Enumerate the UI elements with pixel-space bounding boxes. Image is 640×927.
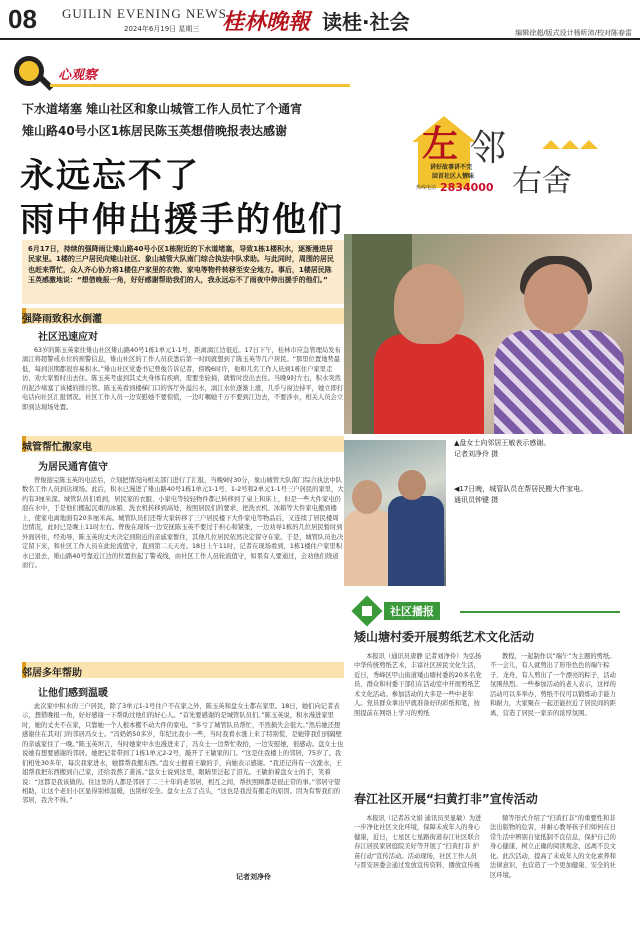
subhead-2: 雉山路40号小区1栋居民陈玉英想借晚报表达感谢	[22, 124, 288, 138]
photo-moving-appliances	[344, 440, 446, 586]
paper-name-en: GUILIN EVENING NEWS	[62, 6, 227, 21]
lead-paragraph: 6月17日，持续的强降雨让雉山路40号小区1栋附近的下水道堵塞，导致1栋1楼积水，逐渐漫进居民家里。1楼的三户居民向雉山社区、象山城管大队南门综合执法中队求助。与此同时，周围的居民也赶来帮忙，众人齐心协力将1楼住户家里的衣物、家电等物件转移至安全地方。事后，1楼居民陈玉英感激地说：“想借晚报一角，好好感谢帮助我们的人，我永远忘不了雨夜中伸出援手的他们。”	[22, 240, 344, 304]
paper-logo: 桂林晚報	[222, 9, 311, 35]
magnifier-handle	[38, 75, 54, 91]
logo-char-right: 右舍	[512, 164, 572, 199]
subhead-1: 下水道堵塞 雉山社区和象山城管工作人员忙了个通宵	[22, 102, 303, 116]
date-line: 2024年6月19日 星期三	[124, 25, 200, 33]
community-article-1-col-1: 本报讯（通讯员唐静 记者刘净伶）为弘扬中华传统剪纸艺术，丰富社区居民文化生活，近日，秀峰区甲山街道矮山塘村委的20多名党员、群众和村委干部们在活动室中开展剪纸艺术文化活动。参加活动的大多是一些中老年人。党员群众拿出早就准备好的彩纸和笔，按照提前在网络上学习的剪纸	[354, 653, 482, 717]
column-divider	[50, 84, 350, 87]
hotline-number: 2834000	[440, 181, 494, 194]
community-article-1-title: 矮山塘村委开展剪纸艺术文化活动	[354, 630, 535, 644]
section-title: 读桂·社会	[322, 10, 410, 34]
community-article-2-col-1: 本报讯（记者苏文娟 通讯员吴显敏）为进一步净化社区文化环境，保障未成年人的身心健康，近日，七星区七星路街道春江社区联合春江居民家居庭院美好等开展了“扫黄打非 护苗行动”宣传活动。活动现场，社区工作人员与晋安居委会通过发放宣传资料、播放宣传视	[354, 815, 482, 870]
section-1-title: 强降雨致积水倒灌	[22, 314, 102, 325]
section-3-subtitle: 让他们感到温暖	[38, 688, 108, 699]
community-news-header	[354, 596, 620, 626]
section-1-body: 63岁的陈玉英家住雉山社区雉山路40号1栋1单元1-1号，距离漓江边很近。17日下午，桂林市应急管理局发布漓江将超警戒水位的预警信息，雉山社区的工作人员获悉后第一时间就想到了陈玉英等几户居民。“那里位置地势最低，每到汛期都很容易积水。”雉山社区党委书记曾俊告诉记者，傍晚6时许，他和几名工作人员到1栋住户家里走访，劝大家暂时出去住。陈玉英考虑到其丈夫身体有疾病，需要坐轮椅，就暂时没出去住。当晚9时左右，积水突然的泥沙堵塞了该楼的排污管。陈玉英看到楼梯门口的客厅外溢污水，漓江水位逐渐上涨，几乎与窗边持平，她立即打电话向社区汇报情况。社区工作人员一边安慰她不要惊慌，一边叮嘱她千万不要到江边去，不要涉水，相关人员会立即到达现场处置。	[22, 347, 344, 411]
editor-credits: 编辑徐超/版式设计杨昕沛/校对陈春雷	[515, 29, 632, 37]
roof-decoration-icon	[542, 134, 602, 154]
page-header	[0, 0, 640, 40]
section-3-body: 此次家中积水的三户居民，除了3单元1-1号住户不在家之外，陈玉英和盘女士都在家里。18日，她们向记者表示，想借晚报一角，好好感谢一下帮助过他们的好心人。“首先要感谢的是城管队员们。”陈玉英说，积水漫进家里时，她的丈夫不在家，只靠她一个人根本搬不动大件的家电。“多亏了城管队员帮忙，不然损失会很大。”然后她还想感谢住在其对门的邻居冯女士。“冯奶奶50多岁，年纪比我小一些，当时我看水涨上来了特别慌，是她带我们到隔壁的亲戚家住了一晚。”陈玉英坦言，当时她家中水也漫进来了，冯女士一边帮忙收拾，一边安慰她，很感动。盘女士也说她有想要感谢的邻居。她把记者带到了1栋1单元2-2号，敲开了王敏家的门。“这是住我楼上的邻居，75岁了。我们相处30多年，每次我家进水，她都帮我搬东西。”盘女士握着王敏的手，向她表示感谢。“我还记得有一次涨水，王姐帮我把东西搬到自己家，还给我熬了姜汤。”盘女士说到这里，眼睛里泛起了泪光。王敏拍着盘女士的手，笑着说：“这都是我该做的。住这里的人都是邻居了二三十年的老邻居，相互之间，帮扶照顾都是很正常的事。”邻居守望相助，让这个老旧小区显得别样温暖，也别样安全。盘女士点了点头，“这也是我没有搬走的原因。因为有帮我们的邻居，我舍不得。”	[22, 703, 344, 805]
section-2-title: 城管帮忙搬家电	[22, 442, 92, 453]
section-3-title: 邻居多年帮助	[22, 668, 82, 679]
section-1-subtitle: 社区迅速应对	[38, 332, 98, 343]
photo-neighbors-thanks	[344, 234, 632, 434]
logo-slogan-2: 回首社区人情味	[432, 173, 475, 180]
community-article-2-col-2: 频等形式介绍了“扫黄打非”的重要性和非法出版物的危害，并耐心教导孩子们如何在日常生活中辨别自觉抵制不良信息，保护自己的身心健康，树立正确的阅读观念，远离不良文化。此次活动，提高了未成年人的文化素养和法律意识，也营造了一个更加健康、安全的社区环境。	[490, 815, 616, 879]
logo-slogan-1: 讲好故事讲不完	[430, 164, 473, 171]
section-2-body: 曾俊接完陈玉英的电话后，立刻把情况向相关部门进行了汇报，当晚9时30分，象山城管大队南门综合执法中队数名工作人员到达现场。此后，积水已漫进了雉山路40号1栋1单元1-1号、1-2号和2单元1-1号三户居民的家里，大约有3厘米深。城管队员们看到，居民家的衣服、小家电等较轻物件都已转移到了桌上和床上，但是一些大件家电仍泡在水中，于是他们搬起沉重的冰箱、洗衣机转移到高处，按照居民们的要求，把洗衣机、冰箱等大件家电搬到楼上，使家电离地面有20多厘米高。城管队员们还帮大家转移了三户居民楼下大件家电等物品后，又连续了居民楼周边情况，此时已是晚上11时左右。曾俊在现场一边安抚陈玉英不要过于担心和紧张，一边劝导1栋的几位居民暂时到外面居住，经劝导，陈玉英的丈夫决定到附近的亲戚家暂住，其他几位居民依然决定留守在家。于是，城管队员也决定留下来，和社区工作人员在此轮流值守，直到第二天天亮。18日上午11时，记者在现场看到，1栋1楼住户家里积水已退去，雉山路40号靠近江边的位置拉起了警戒线，由社区工作人员轮流值守，如果有人要通过，会劝他们绕道而行。	[22, 477, 344, 569]
column-logo	[14, 56, 134, 96]
community-news-tag: 社区播报	[384, 602, 440, 620]
page-number: 08	[8, 4, 37, 34]
photo-caption-1: ▲盘女士向邻居王敏表示感谢。 记者刘净伶 摄	[454, 439, 551, 458]
neighbor-column-logo	[412, 112, 602, 212]
community-article-2-title: 春江社区开展“扫黄打非”宣传活动	[354, 792, 538, 806]
headline-line-1: 永远忘不了	[20, 156, 200, 196]
column-logo-text: 心观察	[58, 68, 98, 83]
headline-line-2: 雨中伸出援手的他们	[20, 200, 344, 240]
hotline-label: 热线电话	[416, 185, 437, 191]
byline: 记者刘净伶	[236, 873, 271, 881]
community-article-1-col-2: 教程，一起制作以“端午”为主题的剪纸。不一会儿，有人就剪出了形形色色的端午粽子、龙舟，有人剪出了一个漂亮的粽子，活动氛围热烈。一些参加活动的老人表示，这样的活动可以多举办，剪纸不仅可以锻炼动手能力和耐力，大家聚在一起还能拉近了居民间的距离，营造了居民一家亲的浓厚氛围。	[490, 653, 616, 717]
section-2-subtitle: 为居民通宵值守	[38, 462, 108, 473]
photo-caption-2: ◀17日晚，城管队员在帮居民搬大件家电。 通讯员钟键 摄	[454, 485, 588, 504]
logo-char-neighbor: 邻	[470, 128, 507, 169]
logo-char-left: 左	[422, 123, 459, 165]
